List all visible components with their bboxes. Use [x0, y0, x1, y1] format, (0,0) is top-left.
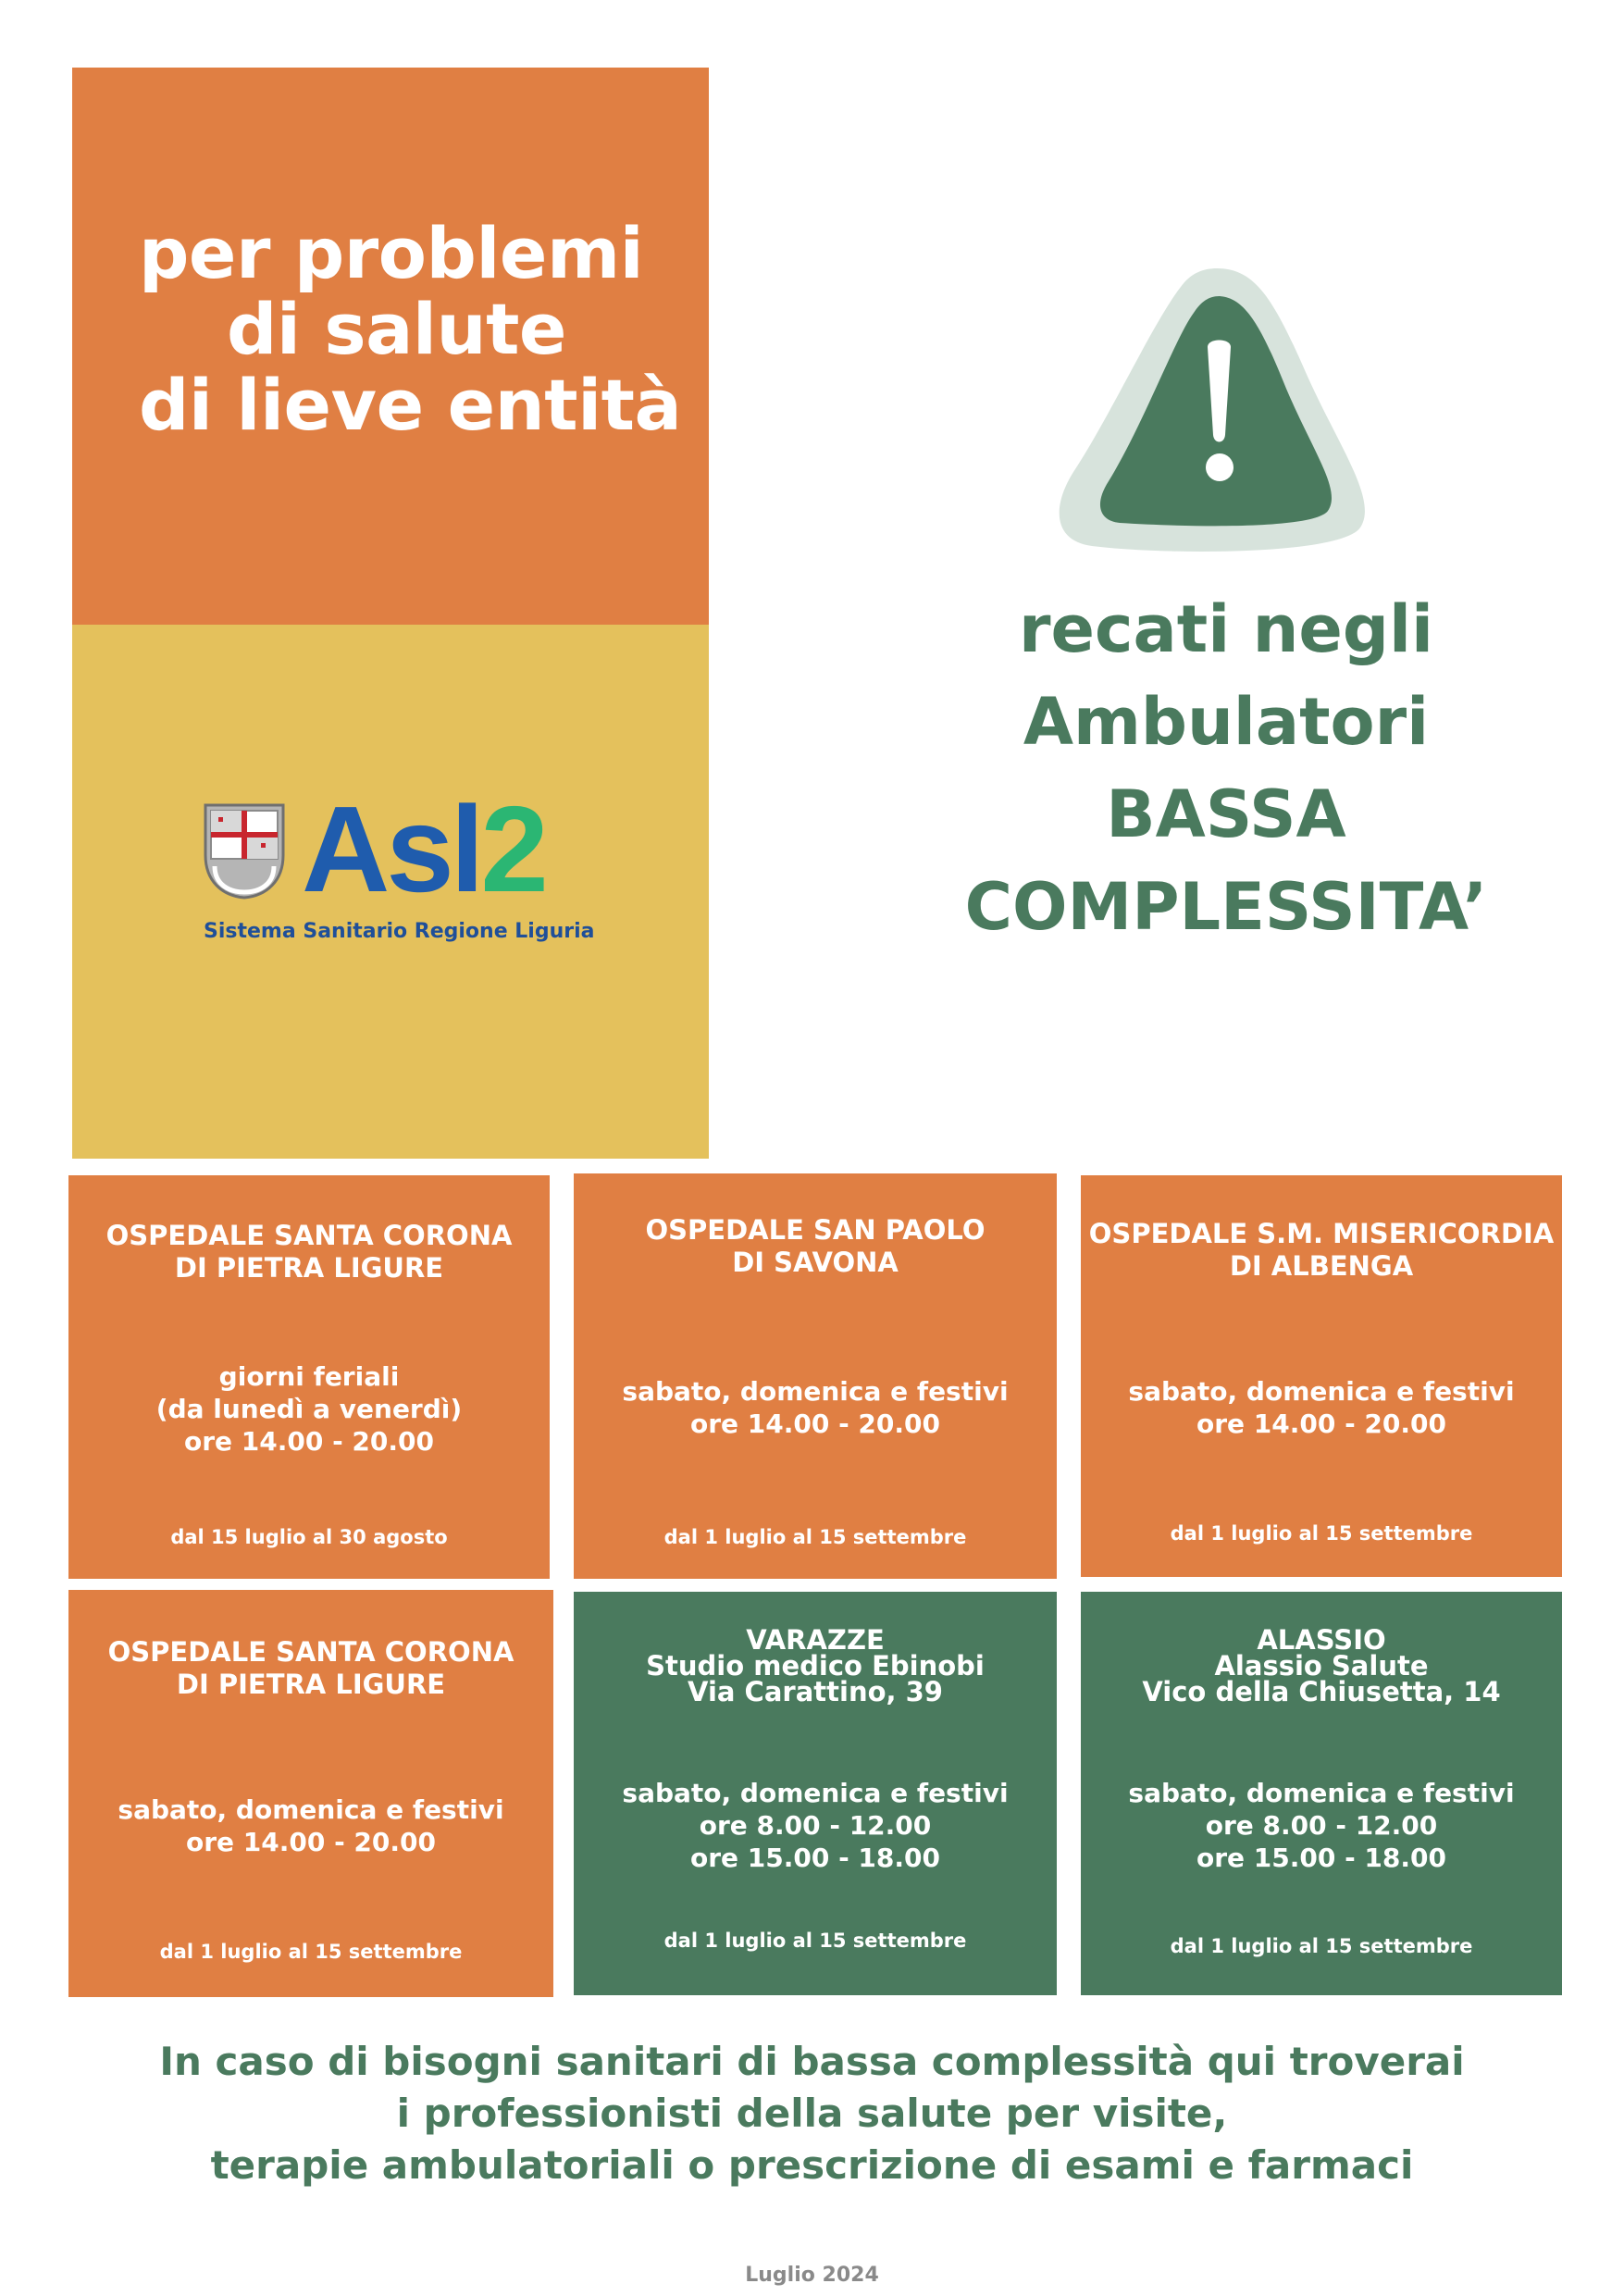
location-card: [1081, 1175, 1562, 1577]
footer-message: [74, 2036, 1550, 2191]
location-card-hours: sabato, domenica e festivi ore 14.00 - 20.00: [1128, 1376, 1515, 1439]
footer-line-2: i professionisti della salute per visite,: [396, 2091, 1228, 2136]
liguria-shield-icon: [202, 801, 287, 901]
location-card-title: ALASSIO Alassio Salute Vico della Chiusetta, 14: [1142, 1624, 1501, 1707]
location-card: [574, 1173, 1057, 1579]
location-card-period: dal 1 luglio al 15 settembre: [663, 1526, 967, 1548]
publication-date: Luglio 2024: [745, 2264, 879, 2287]
location-card: [574, 1592, 1057, 1995]
logo-tagline: Sistema Sanitario Regione Liguria: [204, 920, 595, 943]
logo-wordmark: [302, 781, 545, 917]
message-line-1: recati negli: [1019, 591, 1433, 667]
location-card-period: dal 1 luglio al 15 settembre: [1170, 1522, 1473, 1545]
warning-triangle-icon: [1055, 259, 1388, 565]
asl2-logo: [202, 781, 595, 949]
location-card-hours: sabato, domenica e festivi ore 8.00 - 12.00 ore 15.00 - 18.00: [622, 1778, 1009, 1873]
headline-line-1: per problemi: [139, 212, 644, 294]
footer-line-1: In caso di bisogni sanitari di bassa complessità qui troverai: [159, 2039, 1465, 2084]
location-card-hours: sabato, domenica e festivi ore 14.00 - 20.00: [118, 1794, 504, 1857]
location-card: [1081, 1592, 1562, 1995]
location-card: [68, 1175, 550, 1579]
location-card-period: dal 15 luglio al 30 agosto: [170, 1526, 448, 1548]
location-card-title: OSPEDALE SANTA CORONA DI PIETRA LIGURE: [107, 1636, 514, 1700]
headline-line-3: di lieve entità: [139, 364, 682, 446]
message-line-2: Ambulatori: [1023, 684, 1430, 760]
location-card-period: dal 1 luglio al 15 settembre: [159, 1941, 463, 1963]
headline: [139, 212, 694, 446]
location-card-title: OSPEDALE SAN PAOLO DI SAVONA: [645, 1214, 986, 1278]
logo-wordmark-number: 2: [480, 781, 545, 917]
location-card-hours: giorni feriali (da lunedì a venerdì) ore 14.00 - 20.00: [155, 1361, 463, 1457]
location-card-hours: sabato, domenica e festivi ore 14.00 - 20.00: [622, 1376, 1009, 1439]
location-card-title: OSPEDALE SANTA CORONA DI PIETRA LIGURE: [105, 1220, 513, 1284]
location-card-period: dal 1 luglio al 15 settembre: [1170, 1935, 1473, 1957]
headline-panel: [72, 68, 709, 625]
location-card-period: dal 1 luglio al 15 settembre: [663, 1930, 967, 1952]
location-card-title: OSPEDALE S.M. MISERICORDIA DI ALBENGA: [1088, 1218, 1555, 1282]
footer-line-3: terapie ambulatoriali o prescrizione di esami e farmaci: [210, 2142, 1414, 2188]
location-card-hours: sabato, domenica e festivi ore 8.00 - 12.00 ore 15.00 - 18.00: [1128, 1778, 1515, 1873]
message-line-4: COMPLESSITA’: [964, 869, 1488, 945]
logo-wordmark-text: Asl: [302, 781, 481, 917]
location-card: [68, 1590, 553, 1997]
message-line-3: BASSA: [1106, 776, 1346, 852]
message: [907, 583, 1545, 953]
location-card-title: VARAZZE Studio medico Ebinobi Via Carattino, 39: [646, 1624, 985, 1707]
headline-line-2: di salute: [227, 288, 566, 370]
